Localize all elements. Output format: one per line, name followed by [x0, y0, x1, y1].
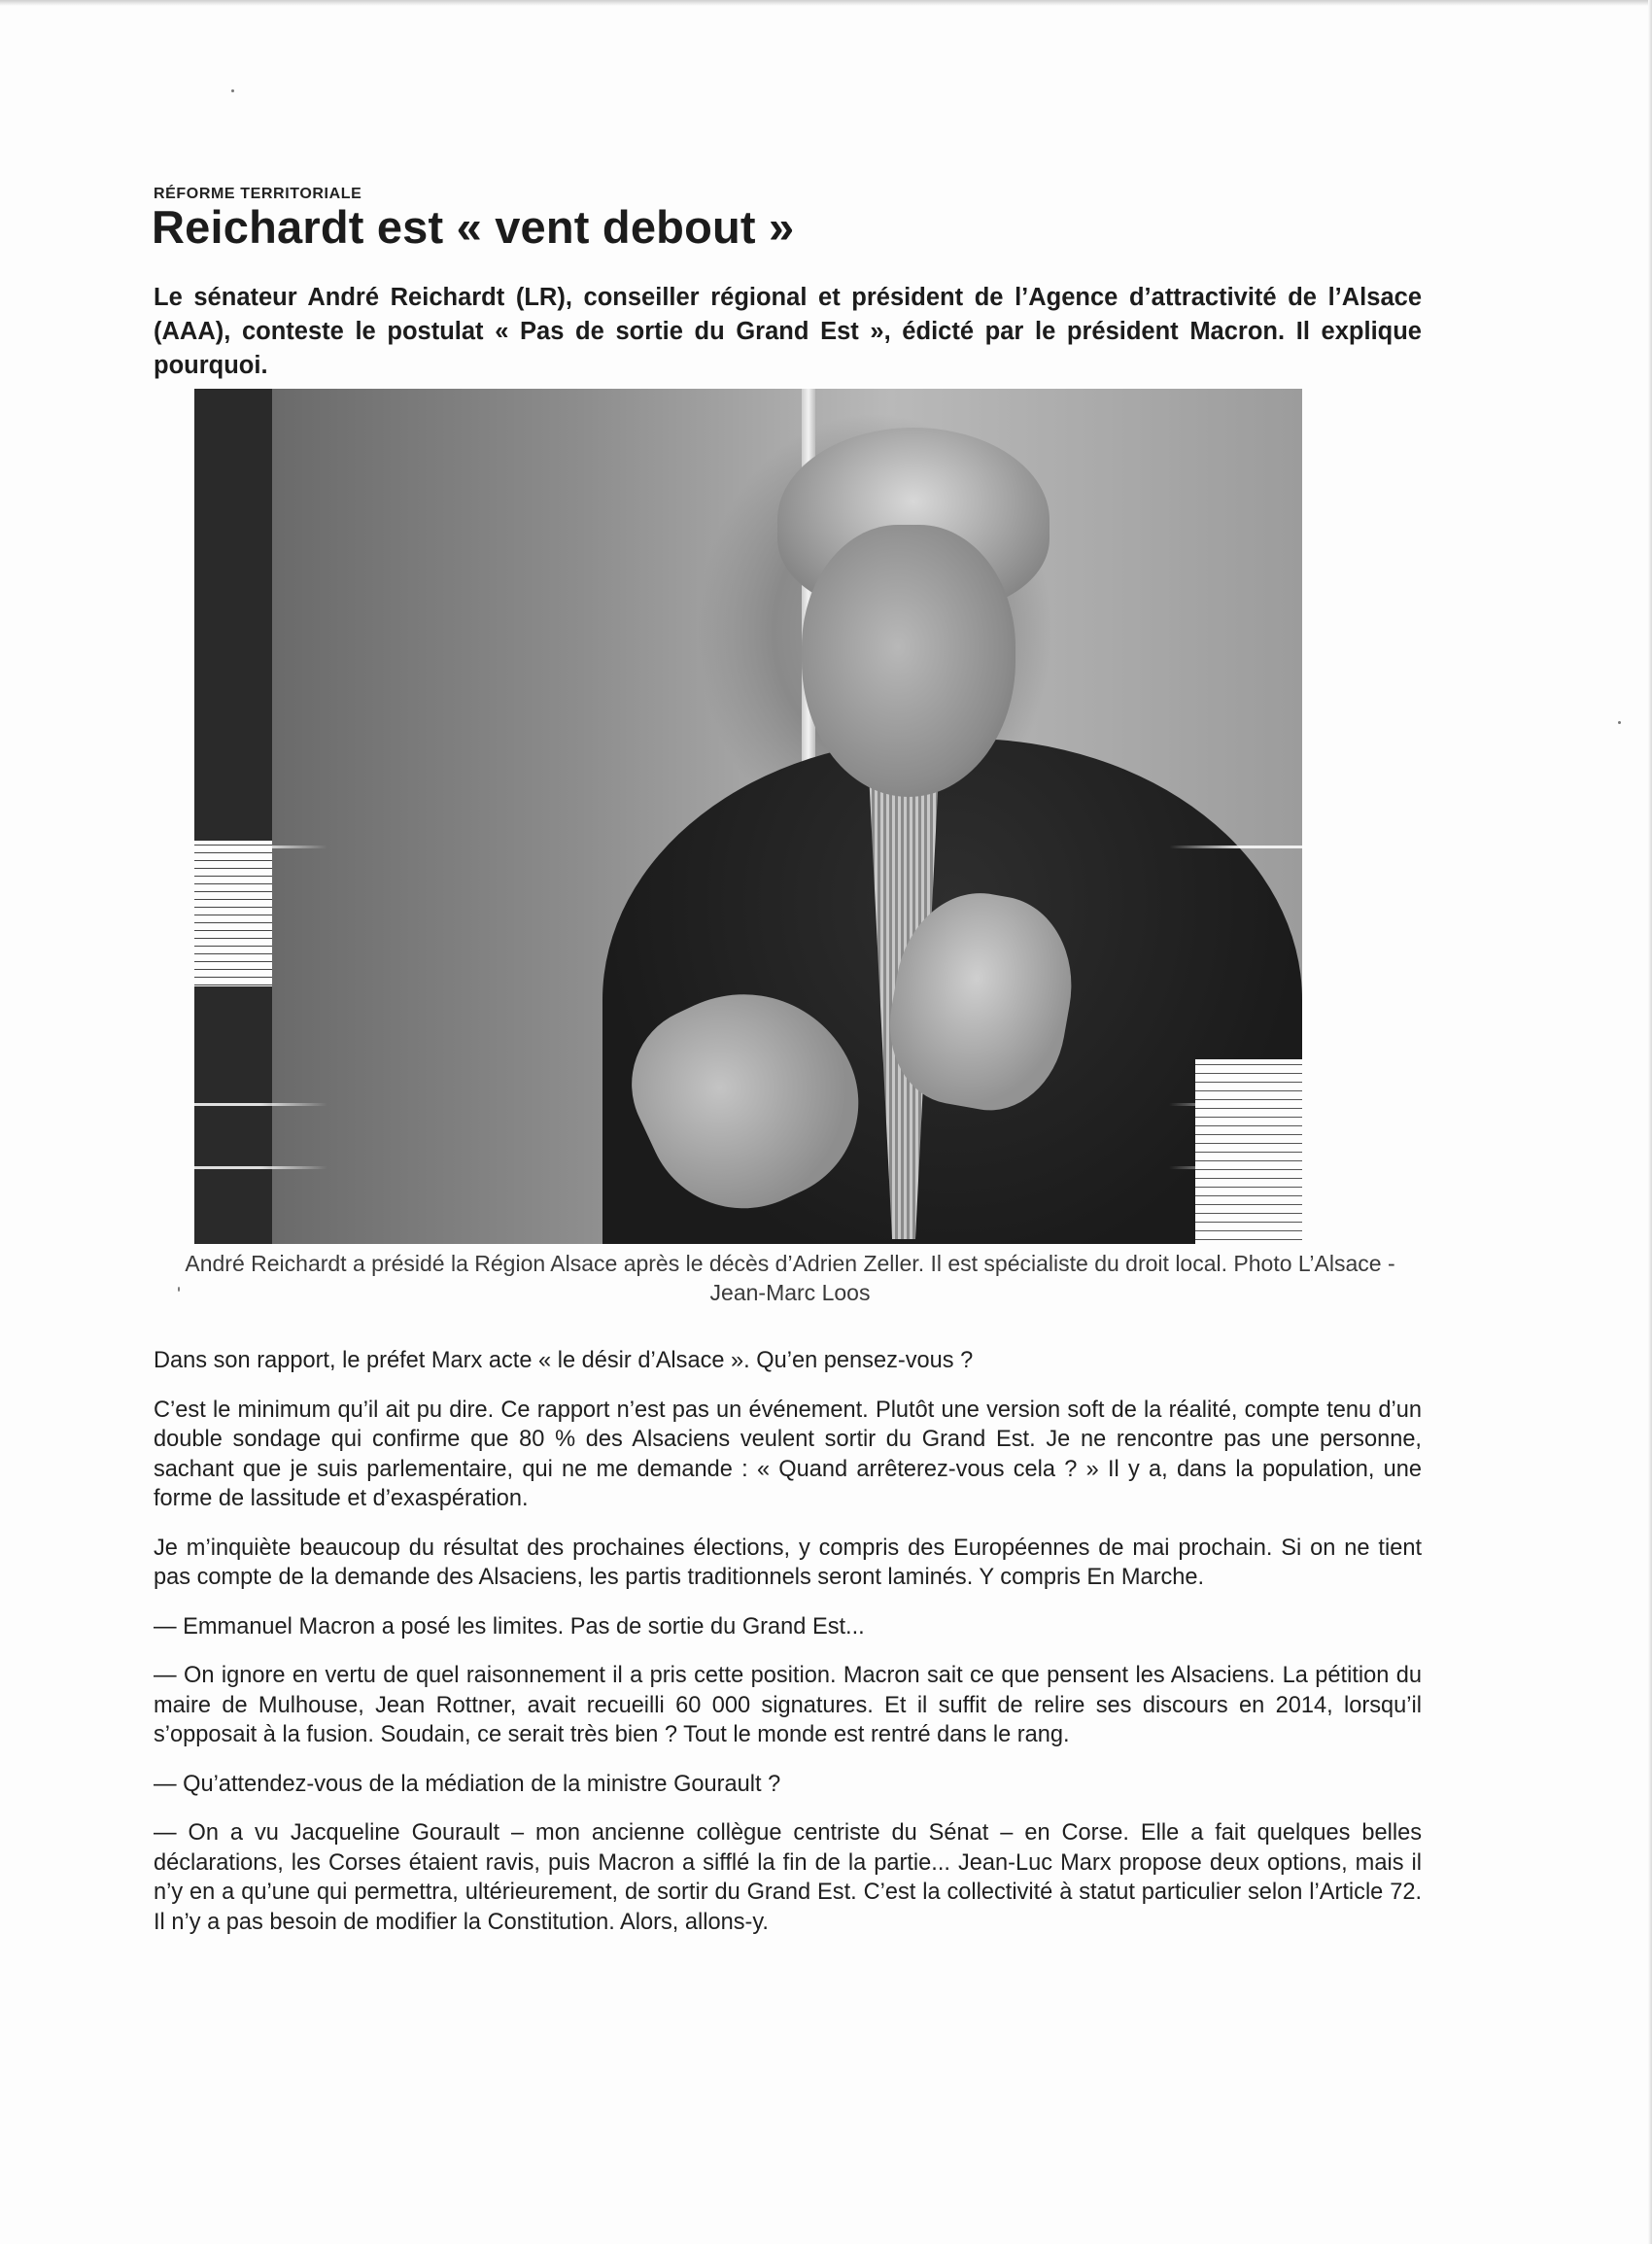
interview-answer: C’est le minimum qu’il ait pu dire. Ce rapport n’est pas un événement. Plutôt une version soft de la réalité, compte tenu d’un double sondage qui confirme que 80 % des Alsaciens veulent sortir du Grand Est. Je ne rencontre pas une personne, sachant que je suis parlementaire, qui ne me demande : « Quand arrêterez-vous cela ? » Il y a, dans la population, une forme de lassitude et d’exaspération. — [154, 1397, 1422, 1511]
scan-edge-right — [1648, 0, 1652, 2244]
scan-streak-left — [194, 841, 272, 986]
interview-answer: — On a vu Jacqueline Gourault – mon ancienne collègue centriste du Sénat – en Corse. Elle a fait quelques belles déclarations, les Corses étaient ravis, puis Macron a sifflé la fin de la partie... Jean-Luc Marx propose deux options, mais il n’y en a qu’une qui permettra, ultérieurement, de sortir du Grand Est. C’est la collectivité à statut particulier selon l’Article 72. Il n’y a pas besoin de modifier la Constitution. Alors, allons-y. — [154, 1820, 1422, 1935]
article-lede: Le sénateur André Reichardt (LR), conseiller régional et président de l’Agence d’attractivité de l’Alsace (AAA), conteste le postulat « Pas de sortie du Grand Est », édicté par le président Macron. Il explique pourquoi. — [154, 284, 1422, 379]
scan-edge-top — [0, 0, 1652, 6]
scan-line — [194, 846, 1302, 848]
article-headline: Reichardt est « vent debout » — [152, 201, 795, 253]
photo-background — [272, 389, 1302, 1244]
photo-face — [802, 525, 1015, 797]
scan-speck — [1618, 721, 1621, 724]
interview-answer: Je m’inquiète beaucoup du résultat des prochaines élections, y compris des Européennes de mai prochain. Si on ne tient pas compte de la demande des Alsaciens, les partis traditionnels seront laminés. Y compris En Marche. — [154, 1535, 1422, 1590]
interview-question: — Qu’attendez-vous de la médiation de la ministre Gourault ? — [154, 1771, 781, 1797]
scan-speck — [231, 89, 234, 92]
scan-streak-right — [1195, 1059, 1302, 1244]
article-kicker: RÉFORME TERRITORIALE — [154, 186, 362, 202]
scan-line — [194, 1103, 1302, 1106]
interview-question: Dans son rapport, le préfet Marx acte « le désir d’Alsace ». Qu’en pensez-vous ? — [154, 1348, 974, 1373]
scan-line — [194, 1166, 1302, 1169]
photo-caption: André Reichardt a présidé la Région Alsace après le décès d’Adrien Zeller. Il est spécialiste du droit local. Photo L’Alsace - Jean-Marc Loos — [185, 1251, 1395, 1305]
article-body — [154, 1346, 1422, 1956]
article-photo — [194, 389, 1302, 1244]
interview-question: — Emmanuel Macron a posé les limites. Pas de sortie du Grand Est... — [154, 1613, 865, 1640]
interview-answer: — On ignore en vertu de quel raisonnement il a pris cette position. Macron sait ce que pensent les Alsaciens. La pétition du maire de Mulhouse, Jean Rottner, avait recueilli 60 000 signatures. Et il suffit de relire ses discours en 2014, lorsqu’il s’opposait à la fusion. Soudain, ce serait très bien ? Tout le monde est rentré dans le rang. — [154, 1663, 1422, 1747]
